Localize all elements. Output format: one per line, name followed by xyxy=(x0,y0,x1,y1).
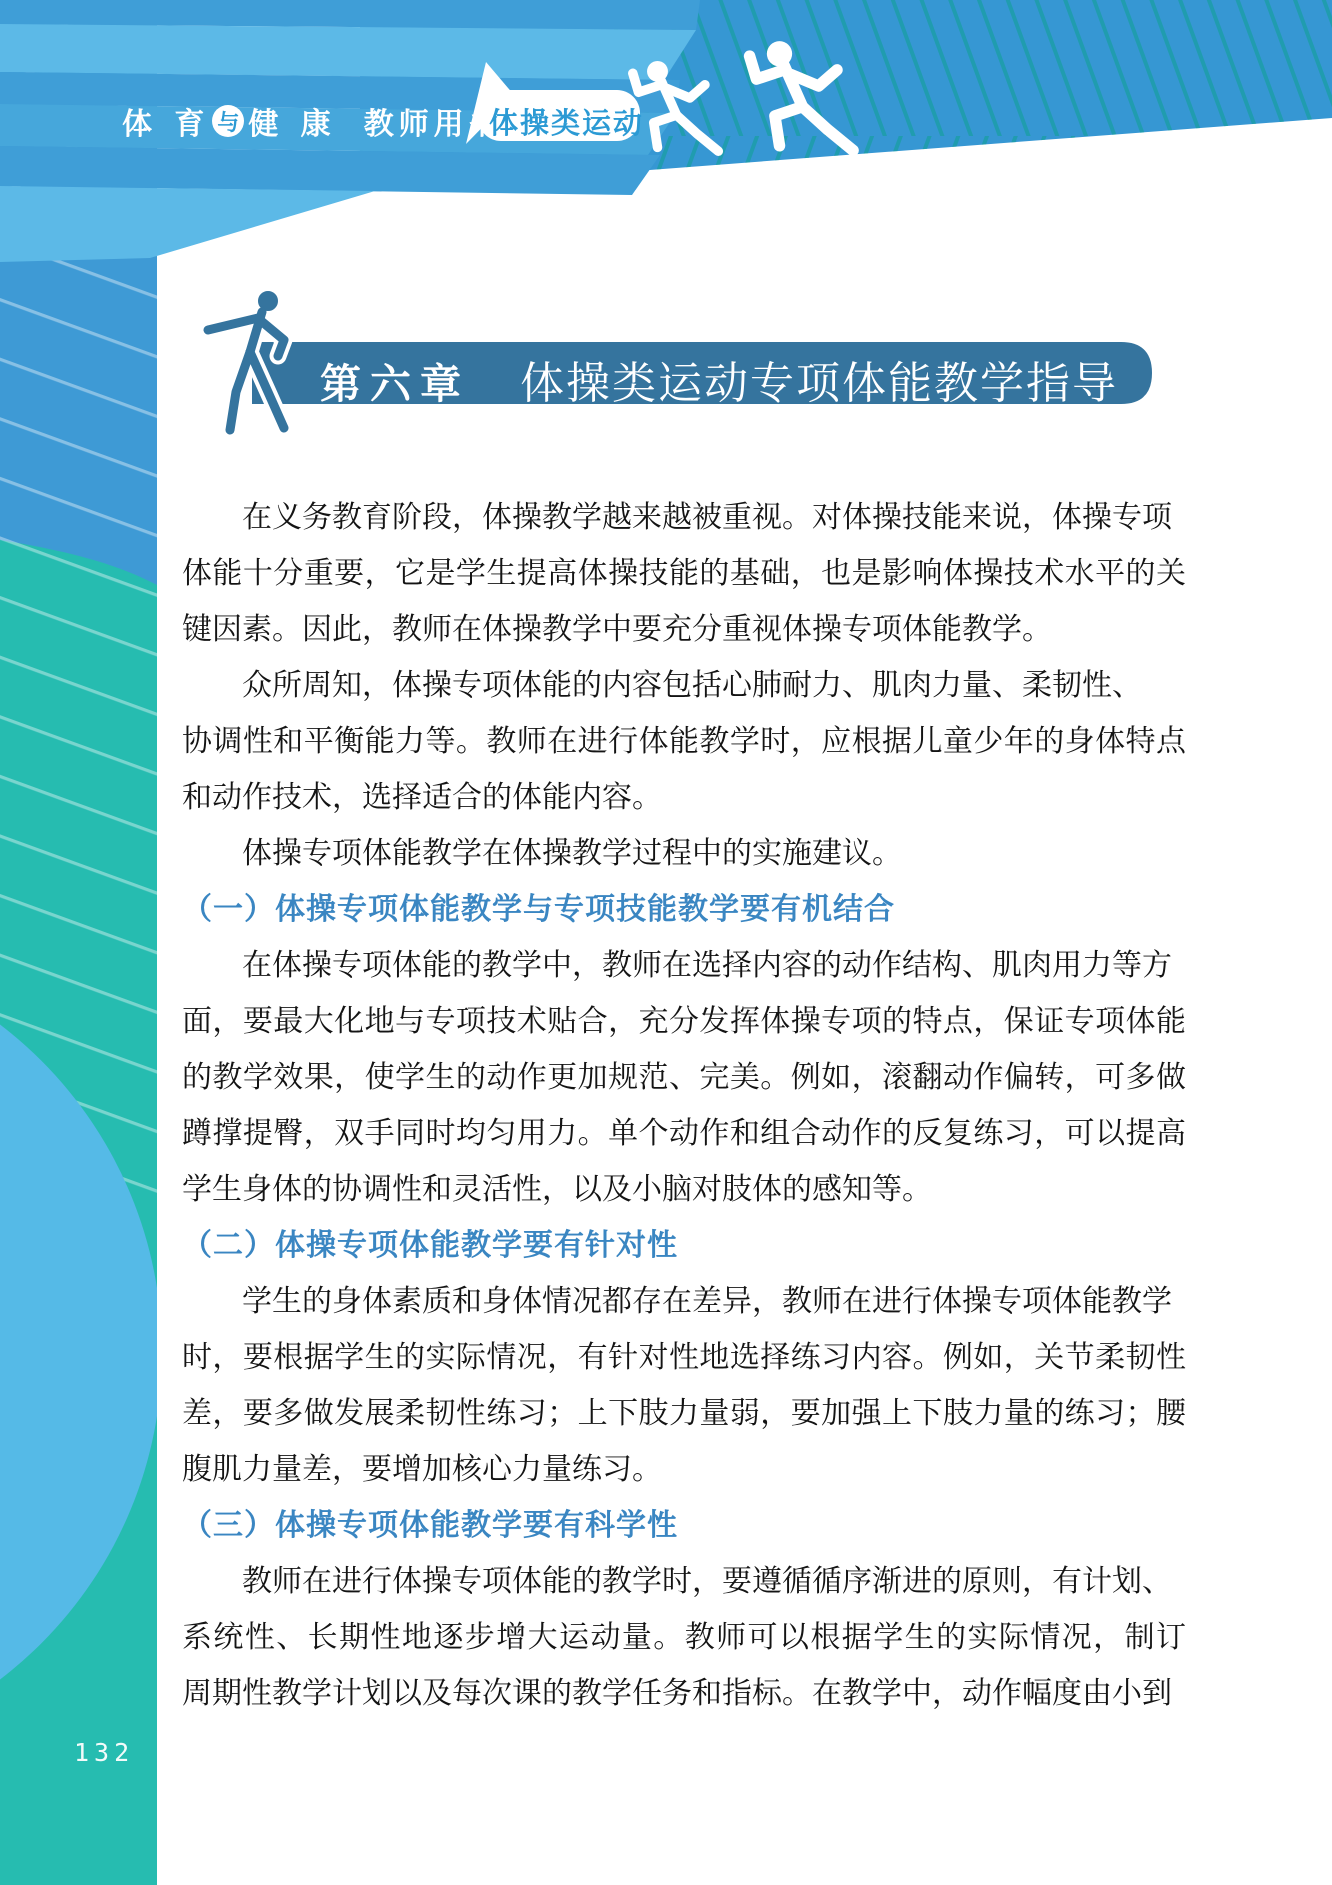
paragraph-line: 键因素。因此，教师在体操教学中要充分重视体操专项体能教学。 xyxy=(182,613,1052,646)
paragraph-line: 体能十分重要，它是学生提高体操技能的基础，也是影响体操技术水平的关 xyxy=(182,557,1186,590)
section-heading-1: （一）体操专项体能教学与专项技能教学要有机结合 xyxy=(182,893,895,926)
paragraph-line: 学生身体的协调性和灵活性，以及小脑对肢体的感知等。 xyxy=(182,1173,932,1206)
paragraph-line: 腹肌力量差，要增加核心力量练习。 xyxy=(182,1453,662,1486)
paragraph-line: 蹲撑提臀，双手同时均匀用力。单个动作和组合动作的反复练习，可以提高 xyxy=(182,1117,1186,1150)
paragraph-line: 和动作技术，选择适合的体能内容。 xyxy=(182,781,662,814)
chapter-number: 第六章 xyxy=(320,361,470,407)
series-title-part1: 体 育 xyxy=(122,108,212,141)
paragraph-line: 体操专项体能教学在体操教学过程中的实施建议。 xyxy=(242,837,902,870)
edition-label: 教师用书 xyxy=(363,108,504,141)
paragraph-line: 时，要根据学生的实际情况，有针对性地选择练习内容。例如，关节柔韧性 xyxy=(182,1341,1186,1374)
paragraph-line: 面，要最大化地与专项技术贴合，充分发挥体操专项的特点，保证专项体能 xyxy=(182,1005,1186,1038)
paragraph-line: 众所周知，体操专项体能的内容包括心肺耐力、肌肉力量、柔韧性、 xyxy=(242,669,1142,702)
section-heading-2: （二）体操专项体能教学要有针对性 xyxy=(182,1229,678,1262)
paragraph-line: 周期性教学计划以及每次课的教学任务和指标。在教学中，动作幅度由小到 xyxy=(182,1677,1172,1710)
section-heading-3: （三）体操专项体能教学要有科学性 xyxy=(182,1509,678,1542)
paragraph-line: 在体操专项体能的教学中，教师在选择内容的动作结构、肌肉用力等方 xyxy=(242,949,1172,982)
paragraph-line: 协调性和平衡能力等。教师在进行体能教学时，应根据儿童少年的身体特点 xyxy=(182,725,1186,758)
page-number: 132 xyxy=(74,1738,135,1767)
gymnast-icon xyxy=(208,289,284,430)
left-decor-strip xyxy=(0,0,162,1885)
paragraph-line: 的教学效果，使学生的动作更加规范、完美。例如，滚翻动作偏转，可多做 xyxy=(182,1061,1186,1094)
body-text xyxy=(182,490,1186,1722)
paragraph-line: 在义务教育阶段，体操教学越来越被重视。对体操技能来说，体操专项 xyxy=(242,501,1172,534)
paragraph-line: 教师在进行体操专项体能的教学时，要遵循循序渐进的原则，有计划、 xyxy=(242,1565,1172,1598)
paragraph-line: 差，要多做发展柔韧性练习；上下肢力量弱，要加强上下肢力量的练习；腰 xyxy=(182,1397,1186,1430)
paragraph-line: 系统性、长期性地逐步增大运动量。教师可以根据学生的实际情况，制订 xyxy=(182,1621,1186,1654)
series-title xyxy=(122,99,504,143)
series-connector-badge: 与 xyxy=(212,105,244,137)
series-title-part2: 健 康 xyxy=(248,108,338,141)
category-tag: 体操类运动 xyxy=(489,108,645,140)
paragraph-line: 学生的身体素质和身体情况都存在差异，教师在进行体操专项体能教学 xyxy=(242,1285,1172,1318)
chapter-title: 体操类运动专项体能教学指导 xyxy=(520,359,1118,408)
